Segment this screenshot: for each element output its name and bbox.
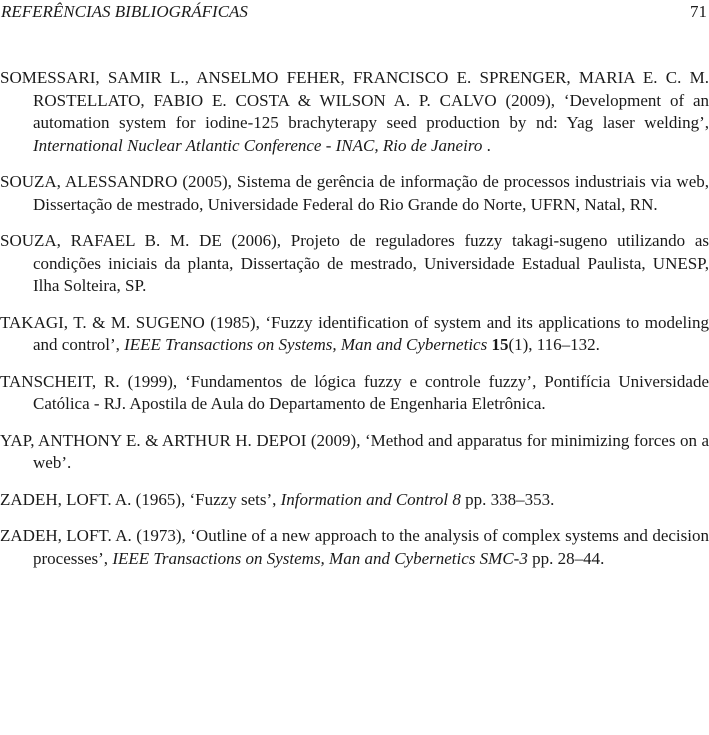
reference-venue: IEEE Transactions on Systems, Man and Cybernetics SMC-3	[112, 548, 528, 568]
reference-tail: pp. 28–44.	[527, 548, 605, 568]
reference-venue: Information and Control 8	[280, 489, 461, 509]
reference-text: SOMESSARI, SAMIR L., ANSELMO FEHER, FRANCISCO E. SPRENGER, MARIA E. C. M. ROSTELLATO, FABIO E. COSTA & WILSON A. P. CALVO (2009), ‘Development of an automation system for iodine-125 brachyterapy seed production by nd: Yag laser welding’,	[0, 68, 709, 132]
reference-list	[0, 67, 709, 584]
reference-venue: International Nuclear Atlantic Conference - INAC, Rio de Janeiro	[33, 135, 483, 155]
reference-entry-tanscheit-1999	[0, 371, 709, 416]
running-title: REFERÊNCIAS BIBLIOGRÁFICAS	[1, 2, 248, 21]
reference-volume: 15	[491, 335, 509, 354]
reference-entry-somessari-2009	[0, 67, 709, 157]
page-header	[0, 0, 709, 30]
reference-entry-souza-2006	[0, 230, 709, 298]
reference-venue: IEEE Transactions on Systems, Man and Cybernetics	[124, 335, 488, 354]
reference-text: SOUZA, RAFAEL B. M. DE (2006), Projeto de reguladores fuzzy takagi-sugeno utilizando as condições iniciais da planta, Dissertação de mestrado, Universidade Estadual Paulista, UNESP, Ilha Solteira, SP.	[0, 231, 709, 295]
reference-tail: pp. 338–353.	[460, 489, 555, 509]
reference-tail: .	[482, 135, 491, 155]
reference-entry-zadeh-1973	[0, 525, 709, 570]
reference-text: TANSCHEIT, R. (1999), ‘Fundamentos de lógica fuzzy e controle fuzzy’, Pontifícia Universidade Católica - RJ. Apostila de Aula do Departamento de Engenharia Eletrônica.	[0, 371, 709, 413]
reference-text: SOUZA, ALESSANDRO (2005), Sistema de gerência de informação de processos industriais via web, Dissertação de mestrado, Universidade Federal do Rio Grande do Norte, UFRN, Natal, RN.	[0, 172, 709, 214]
reference-entry-zadeh-1965	[0, 489, 709, 512]
reference-entry-takagi-1985	[0, 312, 709, 357]
reference-text: ZADEH, LOFT. A. (1965), ‘Fuzzy sets’,	[0, 489, 281, 509]
reference-entry-souza-2005	[0, 171, 709, 216]
page-number: 71	[690, 2, 707, 21]
reference-text: ZADEH, LOFT. A. (1973), ‘Outline of a new approach to the analysis of complex systems and decision processes’,	[0, 526, 709, 568]
reference-text: TAKAGI, T. & M. SUGENO (1985), ‘Fuzzy identification of system and its applications to modeling and control’,	[0, 312, 709, 354]
reference-tail: (1), 116–132.	[508, 335, 600, 354]
reference-text: YAP, ANTHONY E. & ARTHUR H. DEPOI (2009), ‘Method and apparatus for minimizing forces on a web’.	[0, 430, 709, 472]
reference-entry-yap-2009	[0, 430, 709, 475]
